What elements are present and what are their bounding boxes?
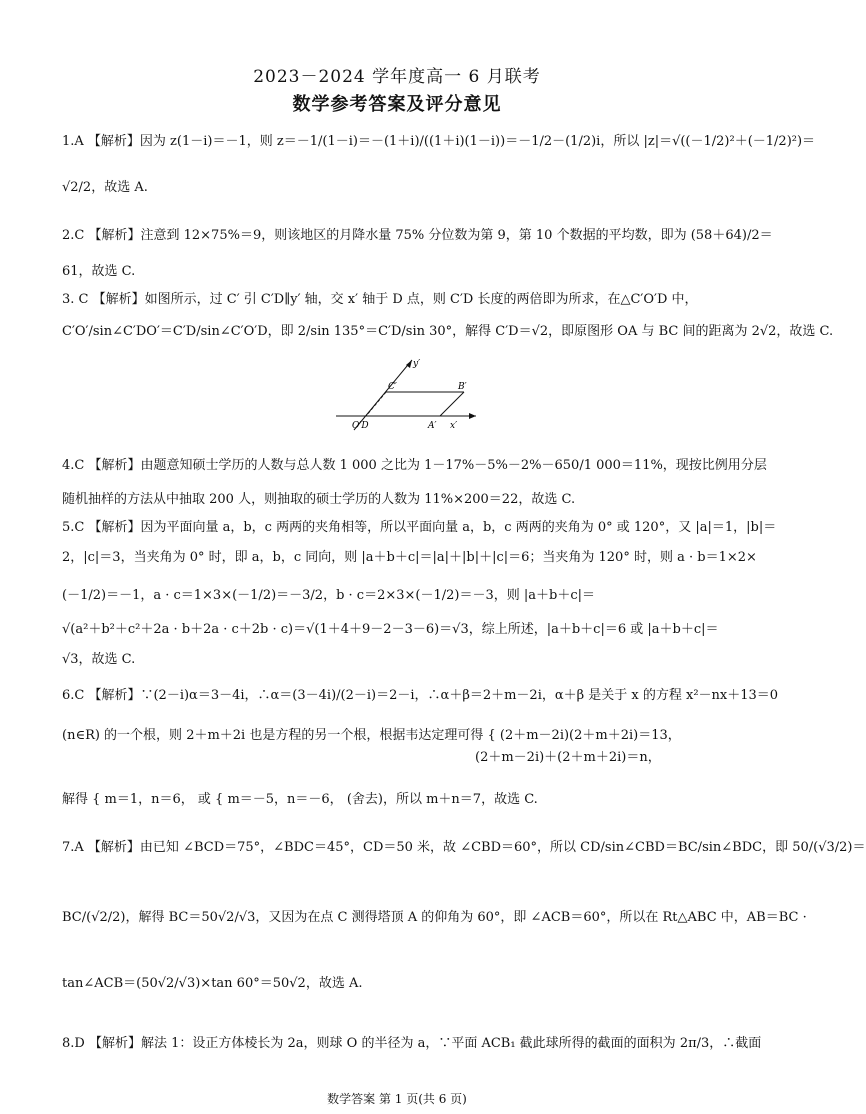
page-subtitle: 数学参考答案及评分意见 <box>292 94 502 115</box>
answer-3-line-2: C′O′/sin∠C′DO′＝C′D/sin∠C′O′D，即 2/sin 135°＝C′D/sin 30°，解得 C′D＝√2，即原图形 OA 与 BC 间的距离为 2√2，故选 C. <box>62 324 834 339</box>
answer-7-line-3: tan∠ACB＝(50√2/√3)×tan 60°＝50√2，故选 A. <box>62 976 363 991</box>
answer-7-line-2: BC/(√2/2)，解得 BC＝50√2/√3，又因为在点 C 测得塔顶 A 的仰角为 60°，即 ∠ACB＝60°，所以在 Rt△ABC 中，AB＝BC · <box>62 910 807 925</box>
answer-5-line-4: √(a²＋b²＋c²＋2a · b＋2a · c＋2b · c)＝√(1＋4＋9－2－3－6)＝√3，综上所述，|a＋b＋c|＝6 或 |a＋b＋c|＝ <box>62 622 719 637</box>
answer-4-line-1: 4.C 【解析】由题意知硕士学历的人数与总人数 1 000 之比为 1－17%－5%－2%－650/1 000＝11%，现按比例用分层 <box>62 458 767 473</box>
answer-8-line-1: 8.D 【解析】解法 1：设正方体棱长为 2a，则球 O 的半径为 a，∵平面 ACB₁ 截此球所得的截面的面积为 2π/3，∴截面 <box>62 1036 762 1051</box>
answer-1-line-1: 1.A 【解析】因为 z(1－i)＝－1，则 z＝－1/(1－i)＝－(1＋i)/((1＋i)(1－i))＝－1/2－(1/2)i，所以 |z|＝√((－1/2)²＋(－1/2)²)＝ <box>62 134 816 149</box>
label-o-prime-d: O′D <box>352 421 369 431</box>
answer-7-line-1: 7.A 【解析】由已知 ∠BCD＝75°，∠BDC＝45°，CD＝50 米，故 ∠CBD＝60°，所以 CD/sin∠CBD＝BC/sin∠BDC，即 50/(√3/2)＝ <box>62 840 866 855</box>
x-axis-arrow <box>469 413 476 419</box>
y-axis-line <box>354 360 412 430</box>
oblique-projection-figure <box>336 352 486 434</box>
answer-6-line-2: (n∈R) 的一个根，则 2＋m＋2i 也是方程的另一个根，根据韦达定理可得 { (2＋m－2i)(2＋m＋2i)＝13， <box>62 728 681 743</box>
page-footer: 数学答案 第 1 页(共 6 页) <box>327 1092 467 1106</box>
answer-6-line-1: 6.C 【解析】∵(2－i)α＝3－4i，∴α＝(3－4i)/(2－i)＝2－i，∴α＋β＝2＋m－2i，α＋β 是关于 x 的方程 x²－nx＋13＝0 <box>62 688 779 703</box>
segment-ba <box>440 392 464 416</box>
answer-3-line-1: 3. C 【解析】如图所示，过 C′ 引 C′D∥y′ 轴，交 x′ 轴于 D 点，则 C′D 长度的两倍即为所求，在△C′O′D 中， <box>62 292 698 307</box>
label-a-prime: A′ <box>428 421 437 431</box>
answer-1-line-2: √2/2，故选 A. <box>62 180 148 195</box>
label-y-prime: y′ <box>413 359 421 369</box>
label-b-prime: B′ <box>458 382 467 392</box>
answer-2-line-2: 61，故选 C. <box>62 264 136 279</box>
answer-5-line-1: 5.C 【解析】因为平面向量 a，b，c 两两的夹角相等，所以平面向量 a，b，c 两两的夹角为 0° 或 120°，又 |a|＝1，|b|＝ <box>62 520 777 535</box>
answer-5-line-5: √3，故选 C. <box>62 652 136 667</box>
answer-4-line-2: 随机抽样的方法从中抽取 200 人，则抽取的硕士学历的人数为 11%×200＝22，故选 C. <box>62 492 576 507</box>
label-x-prime: x′ <box>450 421 458 431</box>
answer-5-line-3: (－1/2)＝－1，a · c＝1×3×(－1/2)＝－3/2，b · c＝2×3×(－1/2)＝－3，则 |a＋b＋c|＝ <box>62 588 595 603</box>
answer-6-line-3: (2＋m－2i)＋(2＋m＋2i)＝n， <box>475 750 661 765</box>
page-title: 2023－2024 学年度高一 6 月联考 <box>253 67 541 87</box>
answer-2-line-1: 2.C 【解析】注意到 12×75%＝9，则该地区的月降水量 75% 分位数为第 9，第 10 个数据的平均数，即为 (58＋64)/2＝ <box>62 228 773 243</box>
label-c-prime: C′ <box>388 382 397 392</box>
answer-6-line-4: 解得 { m＝1，n＝6， 或 { m＝－5，n＝－6， (舍去)，所以 m＋n＝7，故选 C. <box>62 792 538 807</box>
answer-5-line-2: 2，|c|＝3，当夹角为 0° 时，即 a，b，c 同向，则 |a＋b＋c|＝|a|＋|b|＋|c|＝6；当夹角为 120° 时，则 a · b＝1×2× <box>62 550 757 565</box>
